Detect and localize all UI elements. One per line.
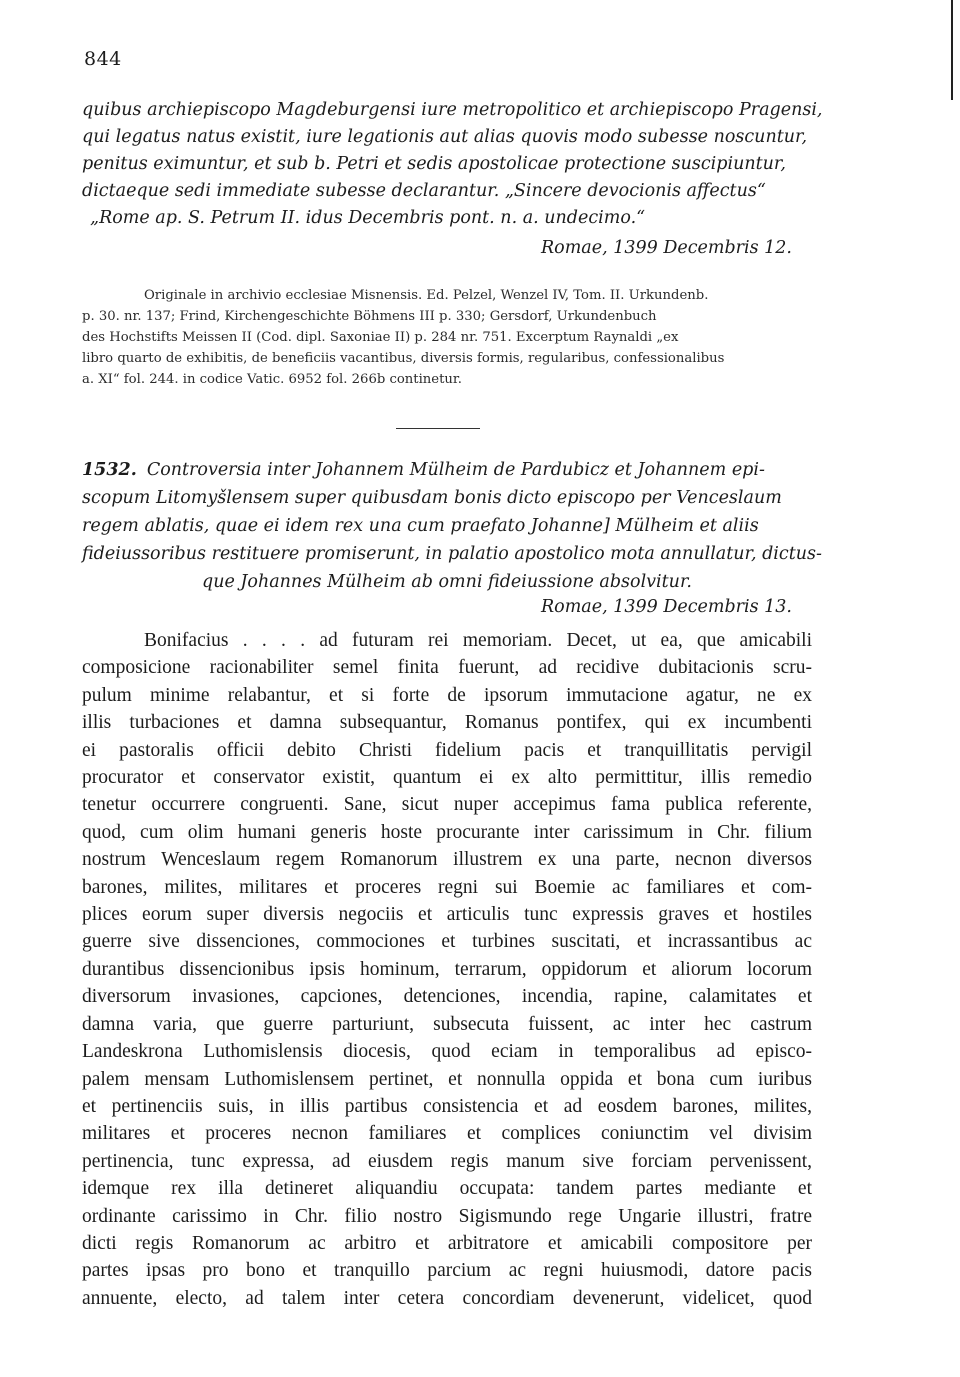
body-line: et pertinenciis suis, in illis partibus consistencia et ad eosdem barones, milites, <box>82 1095 812 1117</box>
body-line: Landeskrona Luthomislensis diocesis, quod eciam in temporalibus ad episco- <box>82 1041 812 1063</box>
summary-line: que Johannes Mülheim ab omni fideiussione absolvitur. <box>202 572 692 592</box>
body-line: tenetur occurrere congruenti. Sane, sicut nuper accepimus fama publica referente, <box>82 794 812 816</box>
note-line: a. XI“ fol. 244. in codice Vatic. 6952 fol. 266b continetur. <box>82 372 462 387</box>
previous-document-line: „Rome ap. S. Petrum II. idus Decembris pont. n. a. undecimo.“ <box>90 208 646 228</box>
document-body <box>82 627 812 1312</box>
margin-rule <box>951 0 953 100</box>
body-line: pulum minime relabantur, et si forte de ipsorum immutacione agatur, ne ex <box>82 684 812 706</box>
body-line: partes ipsas pro bono et tranquillo parcium ac regni huiusmodi, datore pacis <box>82 1260 812 1282</box>
body-line: durantibus dissencionibus ipsis hominum, terrarum, oppidorum et aliorum locorum <box>82 958 812 980</box>
note-line: p. 30. nr. 137; Frind, Kirchengeschichte Böhmens III p. 330; Gersdorf, Urkundenbuch <box>82 309 657 324</box>
body-line: quod, cum olim humani generis hoste procurante inter carissimum in Chr. filium <box>82 821 812 843</box>
previous-document-line: qui legatus natus existit, iure legationis aut alias quovis modo subesse noscuntur, <box>82 127 808 147</box>
previous-document-line: dictaeque sedi immediate subesse declarantur. „Sincere devocionis affectus“ <box>82 181 766 201</box>
body-line: barones, milites, militares et proceres regni sui Boemie ac familiares et com- <box>82 876 812 898</box>
note-line: libro quarto de exhibitis, de beneficiis vacantibus, diversis formis, regularibus, confessionalibus <box>82 351 725 366</box>
body-line: guerre sive dissenciones, commociones et turbines suscitati, et incrassantibus ac <box>82 931 812 953</box>
document-number: 1532. <box>82 460 137 480</box>
body-line: plices eorum super diversis negociis et articulis tunc expressis graves et hostiles <box>82 904 812 926</box>
body-line: illis turbaciones et damna subsequantur, Romanus pontifex, qui ex incumbenti <box>82 712 812 734</box>
body-line: idemque rex illa detineret aliquandiu occupata: tandem partes mediante et <box>82 1178 812 1200</box>
body-line: ordinante carissimo in Chr. filio nostro Sigismundo rege Ungarie illustri, fratre <box>82 1205 812 1227</box>
body-line: dicti regis Romanorum ac arbitro et arbitratore et amicabili compositore per <box>82 1232 812 1254</box>
summary-line: regem ablatis, quae ei idem rex una cum praefato Johanne] Mülheim et aliis <box>82 516 759 536</box>
summary-line: scopum Litomyšlensem super quibusdam bonis dicto episcopo per Venceslaum <box>82 488 782 508</box>
summary-line: fideiussoribus restituere promiserunt, in palatio apostolico mota annullatur, dictus- <box>82 544 822 564</box>
body-line: militares et proceres necnon familiares et complices coniunctim vel divisim <box>82 1123 812 1145</box>
body-line: composicione racionabiliter semel finita fuerunt, ad recidive dubitacionis scru- <box>82 657 812 679</box>
body-line: annuente, electo, ad talem inter cetera concordiam devenerunt, videlicet, quod <box>82 1287 812 1309</box>
document-header <box>82 456 822 596</box>
body-line: Bonifacius . . . . ad futuram rei memoriam. Decet, ut ea, que amicabili <box>144 630 812 651</box>
note-line: Originale in archivio ecclesiae Misnensis. Ed. Pelzel, Wenzel IV, Tom. II. Urkundenb. <box>144 288 709 303</box>
summary-line: Controversia inter Johannem Mülheim de Pardubicz et Johannem epi- <box>146 460 765 480</box>
body-line: pertinencia, tunc expressa, ad eiusdem regis manum sive forciam pervenissent, <box>82 1150 812 1172</box>
page-number: 844 <box>84 48 122 70</box>
previous-document-line: penitus eximuntur, et sub b. Petri et sedis apostolicae protectione suscipiuntur, <box>82 154 786 174</box>
body-line: ei pastoralis officii debito Christi fidelium pacis et tranquillitatis pervigil <box>82 739 812 761</box>
section-divider <box>396 428 480 429</box>
body-line: palem mensam Luthomislensem pertinet, et nonnulla oppida et bona cum iuribus <box>82 1068 812 1090</box>
previous-document-date: Romae, 1399 Decembris 12. <box>541 238 792 258</box>
source-notes <box>82 285 812 390</box>
body-line: procurator et conservator existit, quantum ei ex alto permittitur, illis remedio <box>82 767 812 789</box>
body-line: diversorum invasiones, capciones, detenciones, incendia, rapine, calamitates et <box>82 986 812 1008</box>
body-line: nostrum Wenceslaum regem Romanorum illustrem ex una parte, necnon diversos <box>82 849 812 871</box>
previous-document-line: quibus archiepiscopo Magdeburgensi iure metropolitico et archiepiscopo Pragensi, <box>82 100 823 120</box>
previous-document-text <box>82 97 823 232</box>
note-line: des Hochstifts Meissen II (Cod. dipl. Saxoniae II) p. 284 nr. 751. Excerptum Raynaldi „ex <box>82 330 679 345</box>
body-line: damna varia, que guerre parturiunt, subsecuta fuissent, ac inter hec castrum <box>82 1013 812 1035</box>
document-date: Romae, 1399 Decembris 13. <box>541 597 792 617</box>
